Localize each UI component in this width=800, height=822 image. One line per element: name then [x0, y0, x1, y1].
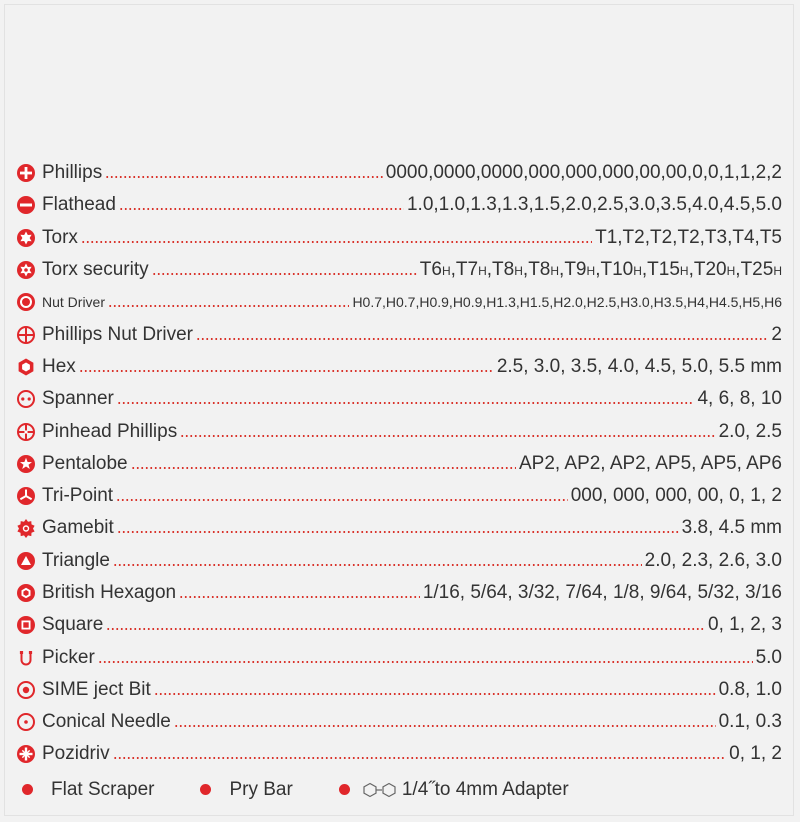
- dot-leader: [113, 564, 642, 566]
- bit-name: Nut Driver: [42, 294, 106, 311]
- bit-sizes: 2.0, 2.3, 2.6, 3.0: [644, 549, 782, 571]
- bit-row-spanner: [16, 383, 782, 415]
- pinhead-phillips-icon: [16, 422, 36, 442]
- bit-sizes: 1/16, 5/64, 3/32, 7/64, 1/8, 9/64, 5/32, 3/16: [422, 582, 782, 603]
- bit-list: [16, 157, 782, 807]
- size-label: T8: [528, 259, 551, 281]
- dot-leader: [154, 693, 716, 695]
- accessory-label: Pry Bar: [229, 778, 293, 800]
- size-label: T15: [647, 259, 680, 281]
- bit-row-conical-needle: [16, 706, 782, 738]
- conical-needle-icon: [16, 712, 36, 732]
- bit-row-picker: [16, 641, 782, 673]
- bit-name: British Hexagon: [42, 582, 177, 603]
- size-suffix: H: [514, 264, 523, 279]
- bit-row-tri-point: [16, 480, 782, 512]
- dot-leader: [131, 467, 516, 469]
- bit-name: Phillips Nut Driver: [42, 323, 193, 345]
- bullet-icon: [339, 784, 350, 795]
- phillips-icon: [16, 163, 36, 183]
- bit-sizes: 5.0: [755, 646, 782, 668]
- spanner-icon: [16, 389, 36, 409]
- bit-sizes: 000, 000, 000, 00, 0, 1, 2: [570, 485, 782, 507]
- bit-row-sime-ject-bit: [16, 674, 782, 706]
- flathead-icon: [16, 195, 36, 215]
- phillips-nut-driver-icon: [16, 325, 36, 345]
- dot-leader: [81, 241, 592, 243]
- accessories-row: [16, 773, 782, 807]
- dot-leader: [79, 370, 494, 372]
- dot-leader: [196, 338, 768, 340]
- bullet-icon: [22, 784, 33, 795]
- bit-sizes: 0, 1, 2: [729, 743, 782, 765]
- bit-name: Pinhead Phillips: [42, 420, 178, 442]
- bit-sizes: T1,T2,T2,T2,T3,T4,T5: [595, 226, 782, 248]
- bit-name: Pozidriv: [42, 743, 110, 765]
- bit-name: Flathead: [42, 194, 116, 216]
- size-suffix: H: [586, 264, 596, 279]
- tri-point-icon: [16, 486, 36, 506]
- dot-leader: [98, 661, 753, 663]
- size-label: T20: [693, 259, 727, 281]
- size-suffix: H: [633, 264, 642, 279]
- size-label: T10: [600, 259, 634, 281]
- bit-sizes: 4, 6, 8, 10: [697, 388, 782, 410]
- bit-row-square: [16, 609, 782, 641]
- accessory-label: 1/4˝to 4mm Adapter: [401, 778, 569, 800]
- bit-row-gamebit: [16, 512, 782, 544]
- size-suffix: H: [441, 264, 451, 279]
- torx-security-icon: [16, 260, 36, 280]
- bit-sizes: H0.7,H0.7,H0.9,H0.9,H1.3,H1.5,H2.0,H2.5,H3.0,H3.5,H4,H4.5,H5,H6: [352, 294, 782, 311]
- dot-leader: [179, 596, 420, 598]
- british-hexagon-icon: [16, 583, 36, 603]
- triangle-icon: [16, 551, 36, 571]
- square-icon: [16, 615, 36, 635]
- bit-sizes: 0000,0000,0000,000,000,000,00,00,0,0,1,1,2,2: [385, 162, 782, 184]
- bit-row-torx-security: [16, 254, 782, 286]
- dot-leader: [113, 757, 727, 759]
- size-suffix: H: [550, 264, 560, 279]
- dot-leader: [117, 402, 695, 404]
- bit-row-hex: [16, 351, 782, 383]
- bit-row-pentalobe: [16, 448, 782, 480]
- bit-name: Phillips: [42, 162, 103, 184]
- bit-name: Spanner: [42, 388, 114, 410]
- dot-leader: [108, 305, 349, 307]
- size-label: T8: [492, 259, 515, 281]
- bit-row-flathead: [16, 189, 782, 221]
- size-suffix: H: [726, 264, 736, 279]
- accessory-label: Flat Scraper: [51, 778, 155, 800]
- bit-row-torx: [16, 222, 782, 254]
- gamebit-icon: [16, 518, 36, 538]
- bit-row-pozidriv: [16, 738, 782, 770]
- accessory-flat-scraper: [16, 779, 154, 801]
- bit-row-triangle: [16, 545, 782, 577]
- sime-ject-bit-icon: [16, 680, 36, 700]
- size-label: T9: [564, 259, 587, 281]
- pentalobe-icon: [16, 454, 36, 474]
- bit-row-nut-driver: [16, 286, 782, 318]
- bit-name: Gamebit: [42, 517, 114, 539]
- dot-leader: [180, 435, 715, 437]
- size-suffix: H: [773, 264, 782, 279]
- bit-sizes: AP2, AP2, AP2, AP5, AP5, AP6: [518, 452, 782, 474]
- bit-name: Square: [42, 614, 104, 636]
- dot-leader: [106, 628, 705, 630]
- bit-sizes: 0.1, 0.3: [718, 711, 782, 733]
- dot-leader: [105, 176, 383, 178]
- bit-row-pinhead-phillips: [16, 415, 782, 447]
- bit-name: SIME ject Bit: [42, 678, 151, 700]
- bit-name: Tri-Point: [42, 485, 114, 507]
- bit-sizes: 0, 1, 2, 3: [708, 614, 782, 636]
- size-label: T7: [455, 259, 479, 281]
- dot-leader: [119, 208, 404, 210]
- bullet-icon: [200, 784, 211, 795]
- hex-icon: [16, 357, 36, 377]
- accessory-pry-bar: [194, 779, 292, 801]
- bit-sizes: 1.0,1.0,1.3,1.3,1.5,2.0,2.5,3.0,3.5,4.0,4.5,5.0: [406, 194, 782, 216]
- bit-sizes: T6H,T7H,T8H,T8H,T9H,T10H,T15H,T20H,T25H: [419, 259, 782, 281]
- size-suffix: H: [679, 264, 689, 279]
- picker-icon: [16, 648, 36, 668]
- bit-sizes: 3.8, 4.5 mm: [681, 517, 782, 539]
- bit-sizes: 2.5, 3.0, 3.5, 4.0, 4.5, 5.0, 5.5 mm: [496, 355, 782, 377]
- hex-adapter-icon: [362, 782, 398, 798]
- bit-sizes: 2.0, 2.5: [718, 420, 782, 442]
- bit-name: Pentalobe: [42, 452, 128, 474]
- dot-leader: [174, 725, 716, 727]
- dot-leader: [152, 273, 417, 275]
- bit-name: Conical Needle: [42, 711, 171, 733]
- bit-row-phillips-nut-driver: [16, 318, 782, 350]
- bit-sizes: 2: [771, 323, 782, 345]
- bit-row-phillips: [16, 157, 782, 189]
- size-label: T6: [419, 259, 442, 281]
- nut-driver-icon: [16, 292, 36, 312]
- accessory-adapter: [333, 779, 569, 801]
- dot-leader: [116, 499, 568, 501]
- bit-row-british-hexagon: [16, 577, 782, 609]
- size-label: T25: [740, 259, 774, 281]
- torx-icon: [16, 228, 36, 248]
- bit-name: Torx security: [42, 259, 149, 281]
- size-suffix: H: [478, 264, 487, 279]
- pozidriv-icon: [16, 744, 36, 764]
- bit-sizes: 0.8, 1.0: [718, 678, 782, 700]
- bit-name: Hex: [42, 355, 76, 377]
- bit-name: Triangle: [42, 549, 110, 571]
- bit-name: Torx: [42, 226, 78, 248]
- bit-name: Picker: [42, 646, 95, 668]
- dot-leader: [117, 531, 679, 533]
